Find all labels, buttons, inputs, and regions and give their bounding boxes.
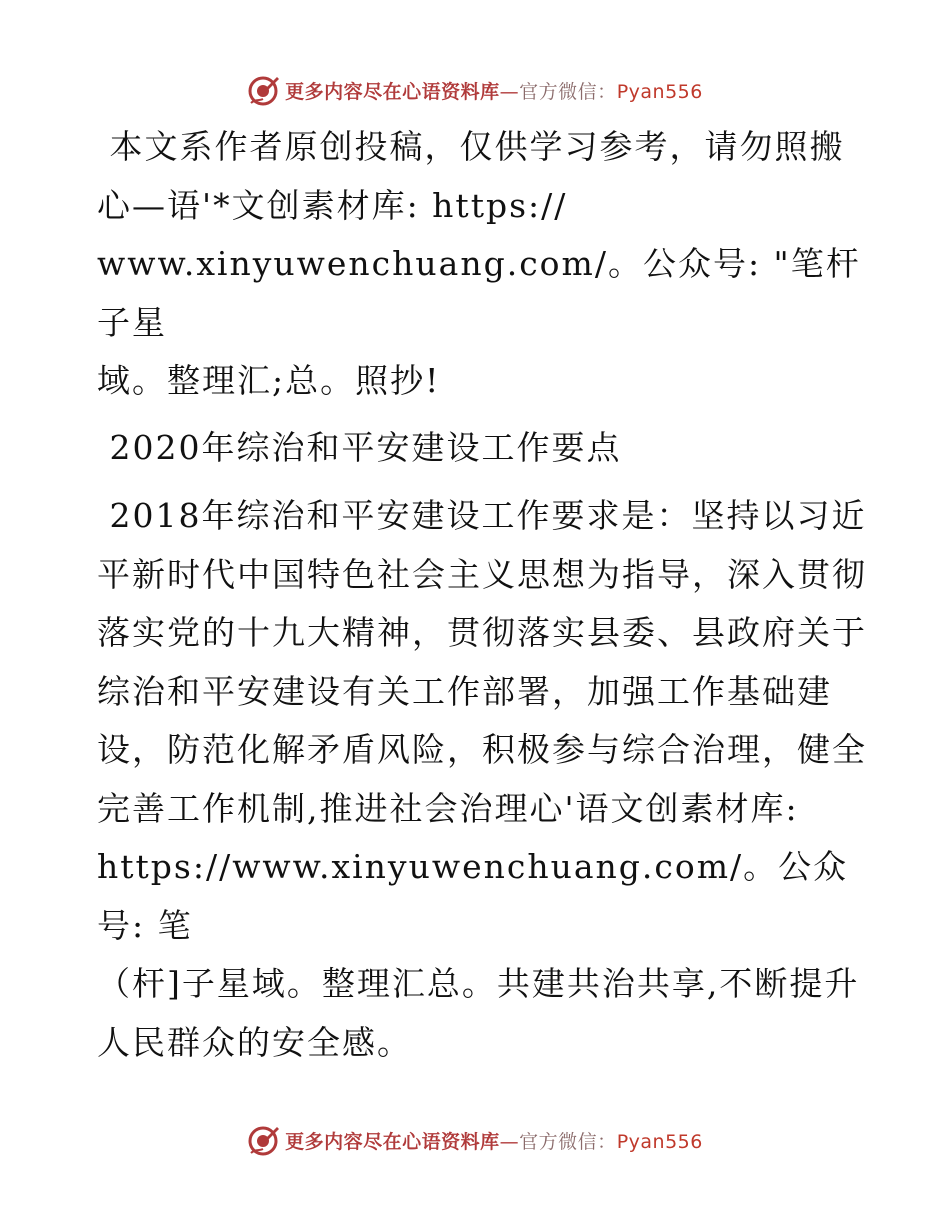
body-line: 平新时代中国特色社会主义思想为指导，深入贯彻 [97,554,867,594]
banner-main: 更多内容尽在心语资料库 [285,1130,500,1153]
header-banner [0,70,950,110]
pen-logo-icon [247,1123,281,1157]
banner-separator: — [499,80,520,103]
body-line: https://www.xinyuwenchuang.com/。公众号: 笔 [97,847,849,945]
body-line: 人民群众的安全感。 [97,1022,412,1062]
intro-line: www.xinyuwenchuang.com/。公众号: "笔杆子星 [97,244,861,342]
banner-text [285,1127,703,1154]
banner-main: 更多内容尽在心语资料库 [285,80,500,103]
body-line: （杆]子星域。整理汇总。共建共治共享,不断提升 [97,964,860,1003]
body-line: 落实党的十九大精神，贯彻落实县委、县政府关于 [97,613,867,652]
intro-line: 域。整理汇;总。照抄! [97,361,441,400]
body-line: 综治和平安建设有关工作部署，加强工作基础建 [97,671,832,711]
document-heading: 2020年综治和平安建设工作要点 [97,427,622,467]
banner-content [247,73,703,107]
pen-logo-icon [247,73,281,107]
intro-paragraph [97,118,867,411]
document-body [97,118,867,1072]
banner-wechat-id: Pyan556 [616,1130,703,1153]
body-line: 完善工作机制,推进社会治理心'语文创素材库: [97,788,799,828]
intro-line: 心—语'*文创素材库: https:// [97,185,568,225]
body-line: 设，防范化解矛盾风险，积极参与综合治理，健全 [97,730,867,769]
banner-content [247,1123,703,1157]
banner-sub: 官方微信： [519,1130,617,1153]
banner-separator: — [499,1130,520,1153]
intro-line: 本文系作者原创投稿，仅供学习参考，请勿照搬 [97,127,845,166]
body-line: 2018年综治和平安建设工作要求是：坚持以习近 [97,496,867,535]
banner-wechat-id: Pyan556 [616,80,703,103]
footer-banner [0,1120,950,1160]
banner-sub: 官方微信： [519,80,617,103]
banner-text [285,77,703,104]
body-paragraph [97,487,867,1072]
